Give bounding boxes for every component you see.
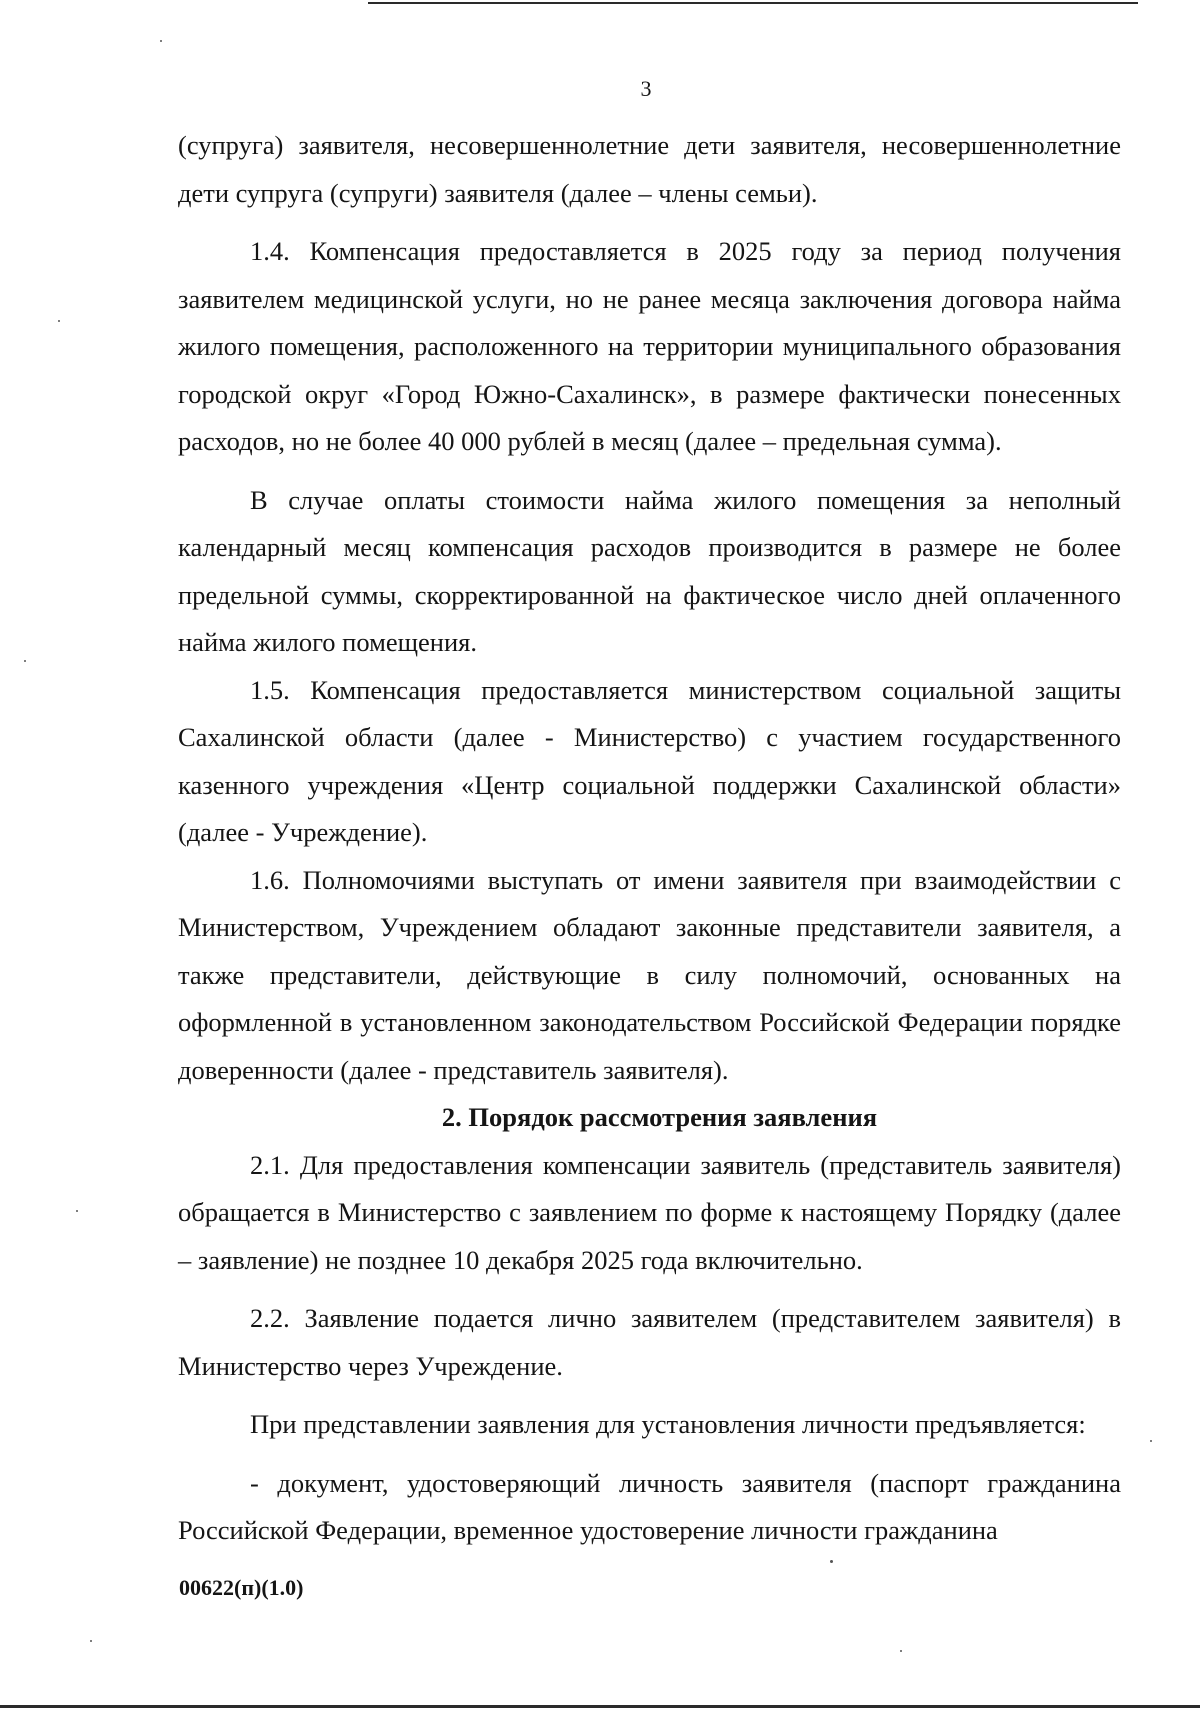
- scan-border-bottom: [0, 1705, 1200, 1708]
- paragraph-1-4: 1.4. Компенсация предоставляется в 2025 году за период получения заявителем медицинской услуги, но не ранее месяца заключения договора найма жилого помещения, расположенного на территории муниципального образования городской округ «Город Южно-Сахалинск», в размере фактически понесенных расходов, но не более 40 000 рублей в месяц (далее – предельная сумма).: [178, 236, 1121, 456]
- section-heading: 2. Порядок рассмотрения заявления: [441, 1102, 878, 1132]
- paragraph-1-5: 1.5. Компенсация предоставляется министерством социальной защиты Сахалинской области (далее - Министерство) с участием государственного казенного учреждения «Центр социальной поддержки Сахалинской области» (далее - Учреждение).: [178, 674, 1121, 847]
- scan-speck: [160, 40, 162, 42]
- paragraph-identity: При представлении заявления для установления личности предъявляется:: [250, 1409, 1086, 1439]
- paragraph-partial-month: В случае оплаты стоимости найма жилого помещения за неполный календарный месяц компенсация расходов производится в размере не более предельной суммы, скорректированной на фактическое число дней оплаченного найма жилого помещения.: [178, 484, 1121, 657]
- page-number: 3: [640, 76, 652, 101]
- paragraph-family-members: (супруга) заявителя, несовершеннолетние дети заявителя, несовершеннолетние дети супруга (супруги) заявителя (далее – члены семьи).: [178, 130, 1121, 208]
- scan-speck: [76, 1210, 78, 1212]
- scan-speck: [24, 660, 26, 662]
- scan-speck: [830, 1560, 833, 1563]
- paragraph-2-1: 2.1. Для предоставления компенсации заявитель (представитель заявителя) обращается в Министерство с заявлением по форме к настоящему Порядку (далее – заявление) не позднее 10 декабря 2025 года включительно.: [178, 1149, 1121, 1275]
- document-body: [178, 122, 1121, 1555]
- scan-speck: [58, 320, 60, 322]
- scan-speck: [90, 1640, 92, 1642]
- document-code: 00622(п)(1.0): [179, 1575, 304, 1600]
- paragraph-2-2: 2.2. Заявление подается лично заявителем (представителем заявителя) в Министерство через Учреждение.: [178, 1303, 1121, 1381]
- scan-speck: [1150, 1440, 1152, 1442]
- paragraph-identity-document: - документ, удостоверяющий личность заявителя (паспорт гражданина Российской Федерации, временное удостоверение личности гражданина: [178, 1467, 1121, 1545]
- paragraph-1-6: 1.6. Полномочиями выступать от имени заявителя при взаимодействии с Министерством, Учреждением обладают законные представители заявителя, а также представители, действующие в силу полномочий, основанных на оформленной в установленном законодательством Российской Федерации порядке доверенности (далее - представитель заявителя).: [178, 864, 1121, 1085]
- scan-border-top: [368, 2, 1138, 4]
- scan-speck: [900, 1650, 902, 1652]
